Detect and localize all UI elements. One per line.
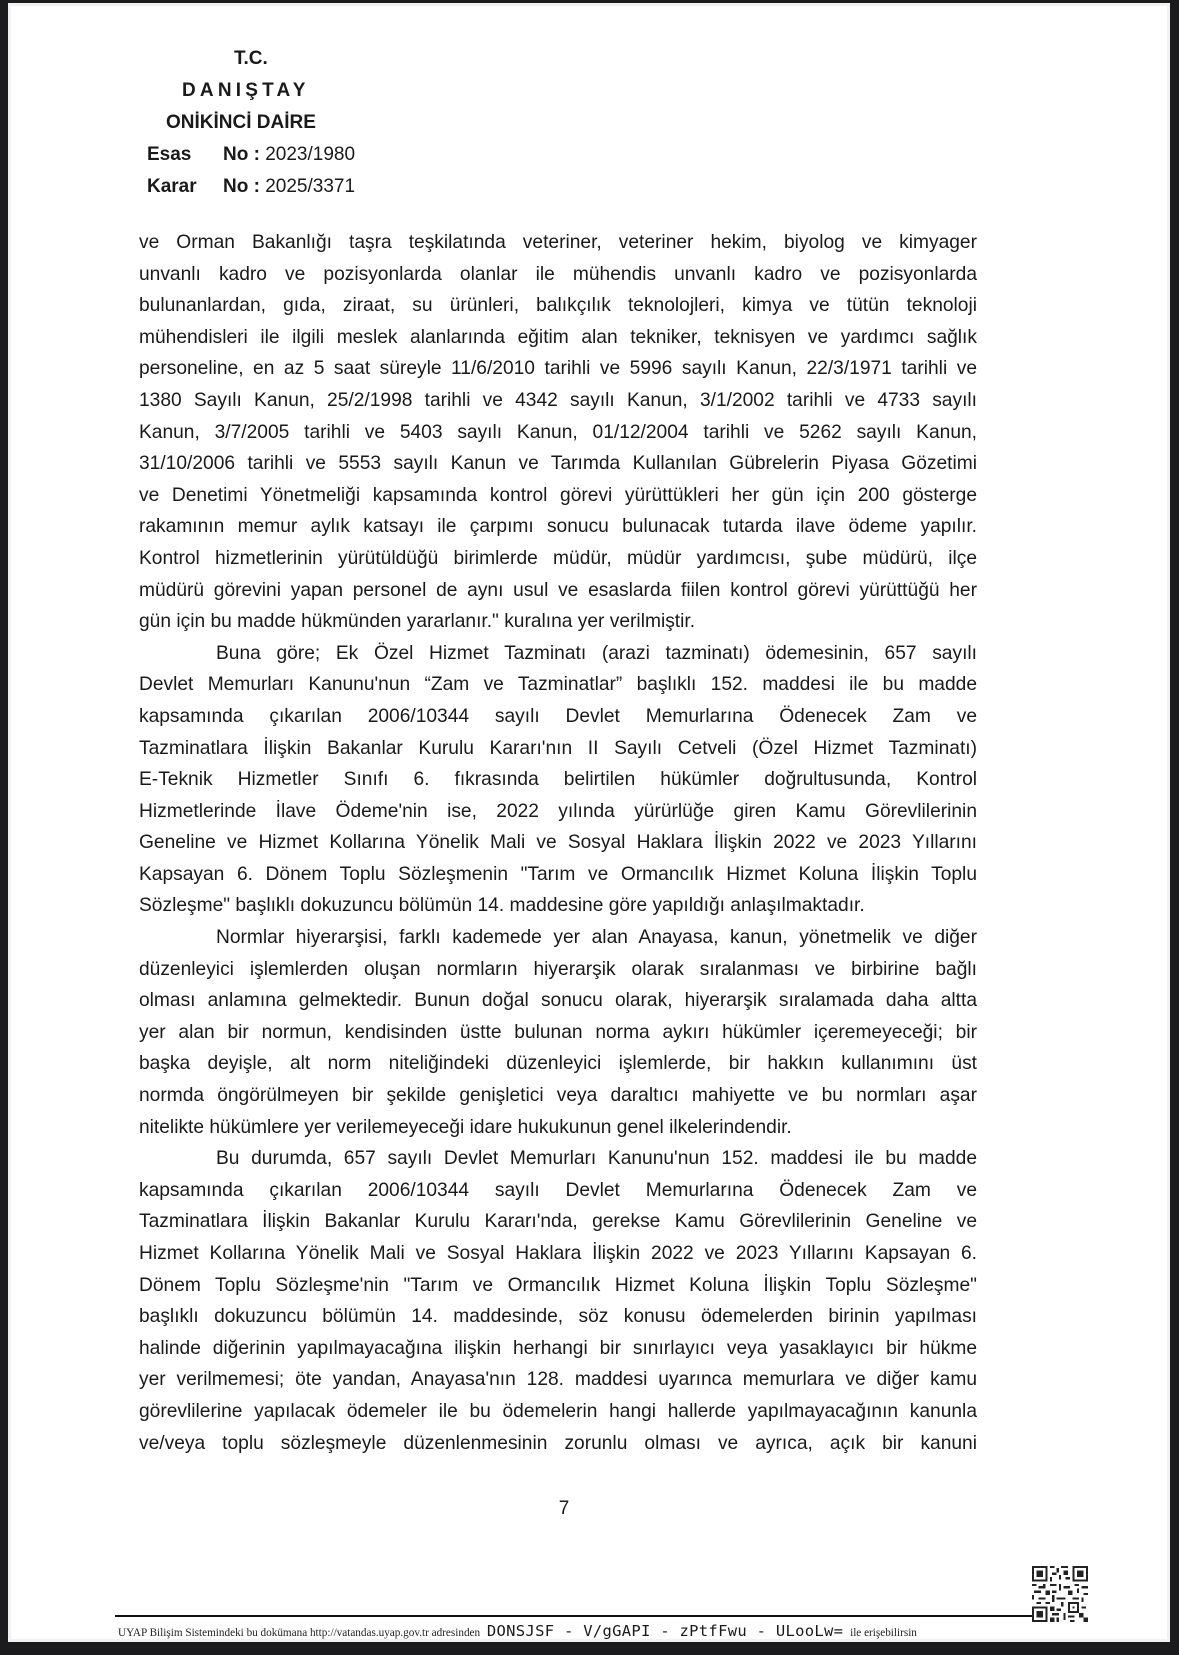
verification-code: DONSJSF - V/gGAPI - zPtfFwu - ULooLw=	[486, 1622, 844, 1640]
document-body	[139, 227, 977, 1459]
body-line: 31/10/2006 tarihli ve 5553 sayılı Kanun ve Tarımda Kullanılan Gübrelerin Piyasa Gözetimi	[139, 453, 977, 475]
body-line: normda öngörülmeyen bir şekilde genişletici veya daraltıcı mahiyette ve bu normları aşar	[139, 1085, 977, 1107]
body-line: Kanun, 3/7/2005 tarihli ve 5403 sayılı Kanun, 01/12/2004 tarihli ve 5262 sayılı Kanun,	[139, 421, 977, 443]
body-line: Hizmet Kollarına Yönelik Mali ve Sosyal Haklara İlişkin 2022 ve 2023 Yıllarını Kapsayan 6.	[139, 1243, 977, 1264]
body-line: Dönem Toplu Sözleşme'nin "Tarım ve Ormancılık Hizmet Koluna İlişkin Toplu Sözleşme"	[139, 1274, 977, 1296]
body-line: ve Denetimi Yönetmeliği kapsamında kontrol görevi yürüttükleri her gün için 200 gösterge	[139, 484, 977, 506]
esas-number-row	[147, 144, 355, 166]
body-line: gün için bu madde hükmünden yararlanır." kuralına yer verilmiştir.	[139, 611, 696, 633]
footer-divider	[115, 1615, 1058, 1617]
body-line: unvanlı kadro ve pozisyonlarda olanlar ile mühendis unvanlı kadro ve pozisyonlarda	[139, 263, 977, 285]
body-line: müdürü görevini yapan personel de aynı usul ve esaslarda fiilen kontrol görevi yürüttüğü her	[139, 579, 977, 601]
paragraph-start-line: Normlar hiyerarşisi, farklı kademede yer alan Anayasa, kanun, yönetmelik ve diğer	[216, 927, 977, 949]
body-line: Devlet Memurları Kanunu'nun “Zam ve Tazminatlar” başlıklı 152. maddesi ile bu madde	[139, 674, 977, 696]
body-line: bulunanlardan, gıda, ziraat, su ürünleri, balıkçılık teknolojleri, kimya ve tütün teknoloji	[139, 295, 977, 317]
body-line: halinde diğerinin yapılmayacağına ilişkin herhangi bir sınırlayıcı veya yasaklayıcı bir hükme	[139, 1337, 977, 1359]
body-line: düzenleyici işlemlerden oluşan normların hiyerarşik olarak sıralanması ve birbirine bağlı	[139, 958, 977, 980]
body-line: Tazminatlara İlişkin Bakanlar Kurulu Kararı'nın II Sayılı Cetveli (Özel Hizmet Tazminatı)	[139, 737, 977, 759]
body-line: yer verilmemesi; öte yandan, Anayasa'nın 128. maddesi uyarınca memurlara ve diğer kamu	[139, 1369, 977, 1391]
body-line: Kapsayan 6. Dönem Toplu Sözleşmenin "Tarım ve Ormancılık Hizmet Koluna İlişkin Toplu	[139, 863, 977, 885]
page-number: 7	[558, 1498, 570, 1519]
esas-value: 2023/1980	[265, 144, 356, 165]
paragraph-start-line: Bu durumda, 657 sayılı Devlet Memurları Kanunu'nun 152. maddesi ile bu madde	[216, 1148, 977, 1170]
karar-value: 2025/3371	[265, 176, 356, 197]
karar-number-row	[147, 176, 355, 198]
body-line: E-Teknik Hizmetler Sınıfı 6. fıkrasında belirtilen hükümler doğrultusunda, Kontrol	[139, 769, 977, 791]
esas-no-label: No :	[223, 144, 260, 165]
body-line: kapsamında çıkarılan 2006/10344 sayılı Devlet Memurlarına Ödenecek Zam ve	[139, 705, 977, 727]
body-line: ve/veya toplu sözleşmeyle düzenlenmesinin zorunlu olması ve ayrıca, açık bir kanuni	[139, 1432, 977, 1454]
footer-suffix: ile erişebilirsin	[850, 1627, 917, 1639]
karar-no-label: No :	[223, 176, 260, 197]
paragraph-start-line: Buna göre; Ek Özel Hizmet Tazminatı (arazi tazminatı) ödemesinin, 657 sayılı	[216, 642, 977, 664]
body-line: kapsamında çıkarılan 2006/10344 sayılı Devlet Memurlarına Ödenecek Zam ve	[139, 1179, 977, 1201]
document-page	[8, 3, 1170, 1642]
body-line: Hizmetlerinde İlave Ödeme'nin ise, 2022 yılında yürürlüğe giren Kamu Görevlilerinin	[139, 800, 977, 822]
footer-verification-note	[118, 1622, 917, 1640]
body-line: Tazminatlara İlişkin Bakanlar Kurulu Kararı'nda, gerekse Kamu Görevlilerinin Geneline ve	[139, 1211, 977, 1233]
body-line: personeline, en az 5 saat süreyle 11/6/2010 tarihli ve 5996 sayılı Kanun, 22/3/1971 tarihli ve	[139, 358, 977, 380]
body-line: ve Orman Bakanlığı taşra teşkilatında veteriner, veteriner hekim, biyolog ve kimyager	[139, 232, 977, 253]
header-court-name: DANIŞTAY	[182, 80, 310, 101]
body-line: Geneline ve Hizmet Kollarına Yönelik Mali ve Sosyal Haklara İlişkin 2022 ve 2023 Yıllarını	[139, 832, 977, 854]
qr-code-icon	[1032, 1566, 1088, 1622]
body-line: başka deyişle, alt norm niteliğindeki düzenleyici işlemlerde, bir hakkın kullanımını üst	[139, 1053, 977, 1075]
karar-label: Karar	[147, 176, 197, 197]
body-line: Kontrol hizmetlerinin yürütüldüğü birimlerde müdür, müdür yardımcısı, şube müdürü, ilçe	[139, 547, 977, 569]
body-line: Sözleşme" başlıklı dokuzuncu bölümün 14. maddesine göre yapıldığı anlaşılmaktadır.	[139, 895, 865, 917]
header-chamber: ONİKİNCİ DAİRE	[166, 112, 316, 133]
body-line: rakamının memur aylık katsayı ile çarpımı sonucu bulunacak tutarda ilave ödeme yapılır.	[139, 516, 977, 538]
body-line: mühendisleri ile ilgili meslek alanlarında eğitim alan tekniker, teknisyen ve yardımcı sağlık	[139, 326, 977, 348]
body-line: 1380 Sayılı Kanun, 25/2/1998 tarihli ve 4342 sayılı Kanun, 3/1/2002 tarihli ve 4733 sayılı	[139, 389, 977, 411]
body-line: görevlilerine yapılacak ödemeler ile bu ödemelerin hangi hallerde yapılmayacağının kanunla	[139, 1400, 977, 1422]
body-line: nitelikte hükümlere yer verilemeyeceği idare hukukunun genel ilkelerindendir.	[139, 1116, 792, 1138]
body-line: olması anlamına gelmektedir. Bunun doğal sonucu olarak, hiyerarşik sıralamada daha altta	[139, 990, 977, 1012]
body-line: başlıklı dokuzuncu bölümün 14. maddesinde, söz konusu ödemelerden birinin yapılması	[139, 1306, 977, 1328]
body-line: yer alan bir normun, kendisinden üstte bulunan norma aykırı hükümler içeremeyeceği; bir	[139, 1021, 977, 1043]
footer-prefix: UYAP Bilişim Sistemindeki bu dokümana http://vatandas.uyap.gov.tr adresinden	[118, 1627, 481, 1639]
esas-label: Esas	[147, 144, 192, 165]
header-tc: T.C.	[234, 48, 268, 69]
